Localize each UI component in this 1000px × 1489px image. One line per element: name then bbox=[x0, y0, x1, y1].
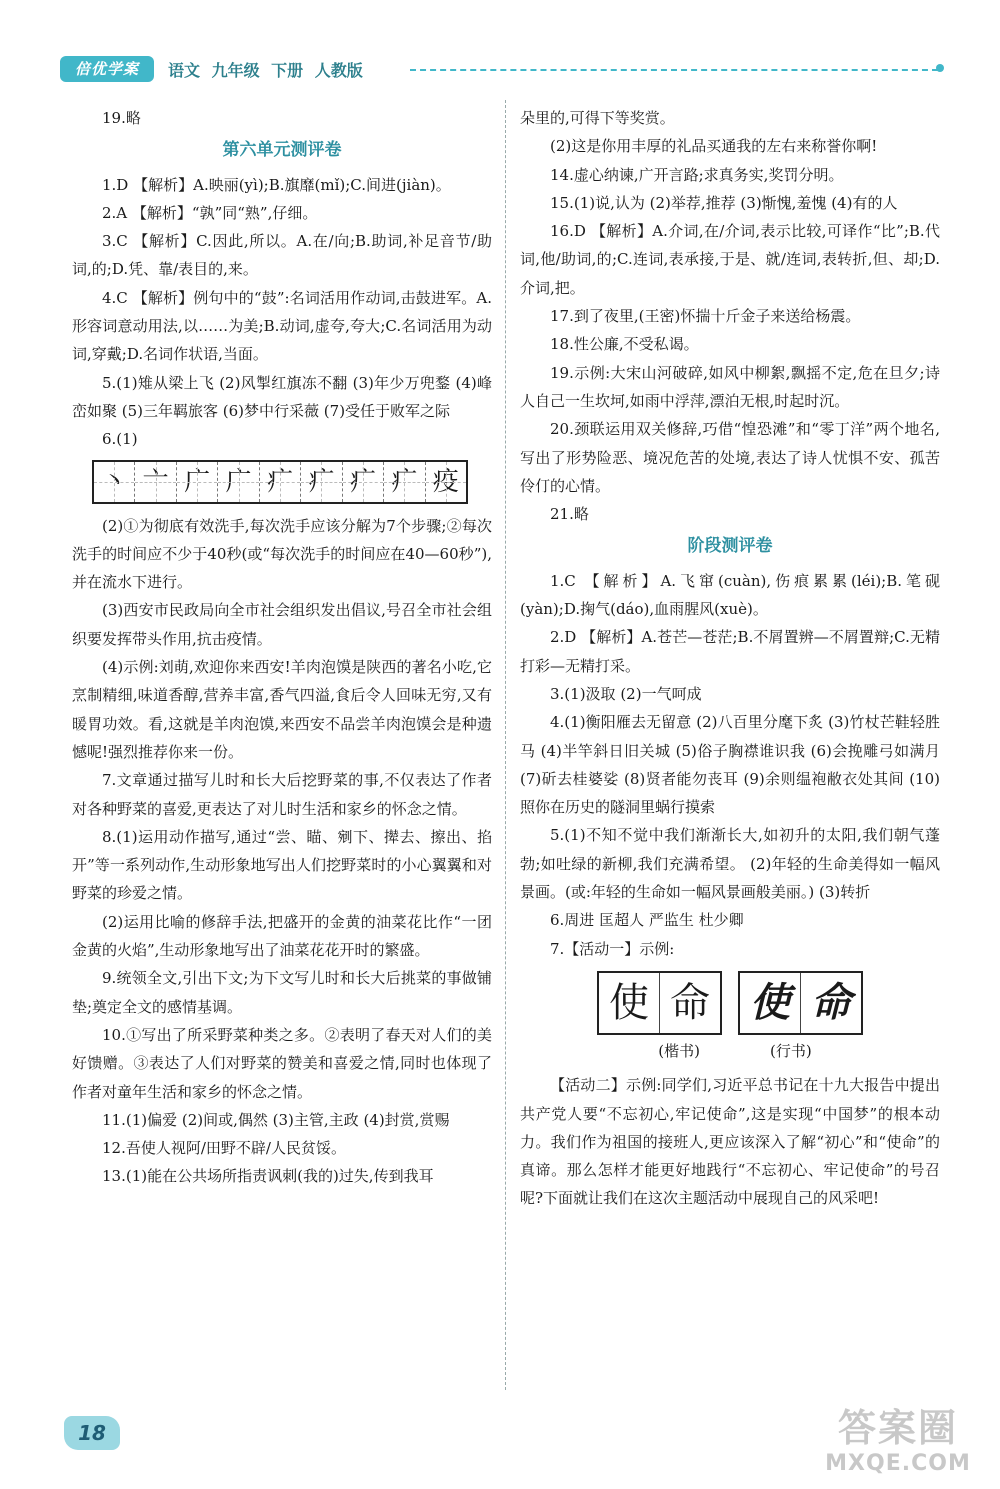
answer-21: 21.略 bbox=[550, 505, 589, 524]
watermark-url: MXQE.COM bbox=[825, 1451, 971, 1476]
stroke-cell: 疒 bbox=[384, 462, 425, 502]
answer-12: 12.吾使人视阿/田野不辟/人民贫馁。 bbox=[102, 1139, 346, 1158]
answer-18: 18.性公廉,不受私谒。 bbox=[550, 335, 699, 354]
stage-answer-5: 5.(1)不知不觉中我们渐渐长大,如初升的太阳,我们朝气蓬勃;如吐绿的新柳,我们充满希望。 (2)年轻的生命美得如一幅风景画。(或:年轻的生命如一幅风景画般美丽。) (3)转折 bbox=[520, 826, 940, 902]
subject-info: 语文 九年级 下册 人教版 bbox=[168, 61, 363, 80]
header-line-end-dot bbox=[936, 64, 944, 72]
stroke-order-grid bbox=[92, 460, 468, 504]
column-divider bbox=[505, 100, 506, 1390]
caption-xingshu: (行书) bbox=[770, 1041, 812, 1060]
kaishu-box bbox=[597, 971, 722, 1035]
stroke-cell: 广 bbox=[218, 462, 259, 502]
watermark bbox=[808, 1406, 988, 1482]
stage-answer-1: 1.C 【解析】A.飞窜(cuàn),伤痕累累(léi);B.笔砚(yàn);D.掬气(dáo),血雨腥风(xuè)。 bbox=[520, 571, 940, 619]
answer-15: 15.(1)说,认为 (2)举荐,推荐 (3)惭愧,羞愧 (4)有的人 bbox=[550, 193, 898, 212]
answer-3: 3.C 【解析】C.因此,所以。A.在/向;B.助词,补足音节/助词,的;D.凭、靠/表目的,来。 bbox=[72, 232, 492, 279]
stage-answer-6: 6.周进 匡超人 严监生 杜少卿 bbox=[550, 911, 744, 930]
calligraphy-captions bbox=[520, 1037, 940, 1065]
stage-answer-3: 3.(1)汲取 (2)一气呵成 bbox=[550, 684, 702, 703]
stroke-cell: 疒 bbox=[260, 462, 301, 502]
answer-6-4: (4)示例:刘萌,欢迎你来西安!羊肉泡馍是陕西的著名小吃,它烹制精细,味道香醇,营养丰富,香气四溢,食后令人回味无穷,又有暖胃功效。看,这就是羊肉泡馍,来西安不品尝羊肉泡馍会是种遗憾呢!强烈推荐你来一份。 bbox=[72, 658, 492, 761]
stroke-cell: 广 bbox=[177, 462, 218, 502]
kaishu-char: 使 bbox=[599, 973, 660, 1033]
answer-9: 9.统领全文,引出下文;为下文写儿时和长大后挑菜的事做铺垫;奠定全文的感情基调。 bbox=[72, 969, 492, 1016]
answer-11: 11.(1)偏爱 (2)间或,偶然 (3)主管,主政 (4)封赏,赏赐 bbox=[102, 1110, 450, 1129]
answer-6-label: 6.(1) bbox=[102, 430, 138, 449]
header-dashed-line bbox=[410, 69, 938, 71]
answer-7: 7.文章通过描写儿时和长大后挖野菜的事,不仅表达了作者对各种野菜的喜爱,更表达了对儿时生活和家乡的怀念之情。 bbox=[72, 771, 492, 818]
stroke-cell: 疫 bbox=[426, 462, 466, 502]
answer-6-3: (3)西安市民政局向全市社会组织发出倡议,号召全市社会组织要发挥带头作用,抗击疫情。 bbox=[72, 601, 492, 648]
section-title-unit6: 第六单元测评卷 bbox=[222, 140, 342, 161]
answer-13: 13.(1)能在公共场所指责讽刺(我的)过失,传到我耳 bbox=[102, 1167, 434, 1186]
section-title-stage: 阶段测评卷 bbox=[687, 536, 773, 557]
answer-8-2: (2)运用比喻的修辞手法,把盛开的金黄的油菜花比作“一团金黄的火焰”,生动形象地写出了油菜花花开时的繁盛。 bbox=[72, 912, 492, 960]
answer-14: 14.虚心纳谏,广开言路;求真务实,奖罚分明。 bbox=[550, 165, 844, 184]
xingshu-char: 使 bbox=[740, 973, 801, 1033]
caption-kaishu: (楷书) bbox=[658, 1041, 700, 1060]
answer-13-2: (2)这是你用丰厚的礼品买通我的左右来称誉你啊! bbox=[550, 137, 878, 156]
stroke-cell: 疒 bbox=[301, 462, 342, 502]
answer-1: 1.D 【解析】A.映丽(yì);B.旗靡(mǐ);C.间进(jiàn)。 bbox=[102, 175, 451, 194]
xingshu-box bbox=[738, 971, 863, 1035]
page-header bbox=[60, 52, 950, 88]
stroke-cell: 亠 bbox=[135, 462, 176, 502]
kaishu-char: 命 bbox=[670, 979, 710, 1026]
answer-10: 10.①写出了所采野菜种类之多。②表明了春天对人们的美好馈赠。③表达了人们对野菜的赞美和喜爱之情,同时也体现了作者对童年生活和家乡的怀念之情。 bbox=[72, 1025, 492, 1101]
stage-activity-2: 【活动二】示例:同学们,习近平总书记在十九大报告中提出共产党人要“不忘初心,牢记使命”,这是实现“中国梦”的根本动力。我们作为祖国的接班人,更应该深入了解“初心”和“使命”的真谛。那么怎样才能更好地践行“不忘初心、牢记使命”的号召呢?下面就让我们在这次主题活动中展现自己的风采吧! bbox=[520, 1076, 940, 1208]
stroke-cell: 丶 bbox=[94, 462, 135, 502]
right-column bbox=[520, 104, 940, 1213]
answer-19: 19.略 bbox=[102, 109, 141, 127]
answer-8-1: 8.(1)运用动作描写,通过“尝、瞄、剜下、撵去、擦出、掐开”等一系列动作,生动形象地写出人们挖野菜时的小心翼翼和对野菜的珍爱之情。 bbox=[72, 827, 492, 903]
left-column bbox=[72, 104, 492, 1191]
book-logo: 倍优学案 bbox=[60, 56, 154, 82]
answer-2: 2.A 【解析】“孰”同“熟”,仔细。 bbox=[102, 203, 318, 222]
watermark-logo-text: 答案圈 bbox=[837, 1406, 958, 1450]
xingshu-char: 命 bbox=[811, 978, 851, 1026]
answer-13-cont: 朵里的,可得下等奖赏。 bbox=[520, 109, 675, 127]
answer-17: 17.到了夜里,(王密)怀揣十斤金子来送给杨震。 bbox=[550, 307, 861, 326]
stage-answer-7: 7.【活动一】示例: bbox=[550, 939, 675, 958]
page-number: 18 bbox=[64, 1416, 120, 1450]
calligraphy-boxes bbox=[520, 971, 940, 1035]
answer-16: 16.D 【解析】A.介词,在/介词,表示比较,可译作“比”;B.代词,他/助词,的;C.连词,表承接,于是、就/连词,表转折,但、却;D.介词,把。 bbox=[520, 222, 940, 297]
answer-20: 20.颈联运用双关修辞,巧借“惶恐滩”和“零丁洋”两个地名,写出了形势险恶、境况危苦的处境,表达了诗人忧惧不安、孤苦伶仃的心情。 bbox=[520, 420, 940, 495]
answer-19: 19.示例:大宋山河破碎,如风中柳絮,飘摇不定,危在旦夕;诗人自己一生坎坷,如雨中浮萍,漂泊无根,时起时沉。 bbox=[520, 363, 940, 410]
answer-6-2: (2)①为彻底有效洗手,每次洗手应该分解为7个步骤;②每次洗手的时间应不少于40秒(或“每次洗手的时间应在40—60秒”),并在流水下进行。 bbox=[72, 516, 492, 592]
answer-4: 4.C 【解析】例句中的“鼓”:名词活用作动词,击鼓进军。A.形容词意动用法,以……为美;B.动词,虚夸,夸大;C.名词活用为动词,穿戴;D.名词作状语,当面。 bbox=[72, 288, 492, 364]
answer-5: 5.(1)雉从梁上飞 (2)风掣红旗冻不翻 (3)年少万兜鍪 (4)峰峦如聚 (5)三年羁旅客 (6)梦中行采薇 (7)受任于败军之际 bbox=[72, 373, 492, 420]
stage-answer-2: 2.D 【解析】A.苍芒—苍茫;B.不屑置辨—不屑置辩;C.无精打彩—无精打采。 bbox=[520, 628, 940, 675]
stage-answer-4: 4.(1)衡阳雁去无留意 (2)八百里分麾下炙 (3)竹杖芒鞋轻胜马 (4)半竿斜日旧关城 (5)俗子胸襟谁识我 (6)会挽雕弓如满月 (7)斫去桂婆娑 (8)贤者能勿丧耳 (9)余则缊袍敝衣处其间 (10)照你在历史的隧洞里蜗行摸索 bbox=[520, 713, 940, 817]
stroke-cell: 疒 bbox=[343, 462, 384, 502]
